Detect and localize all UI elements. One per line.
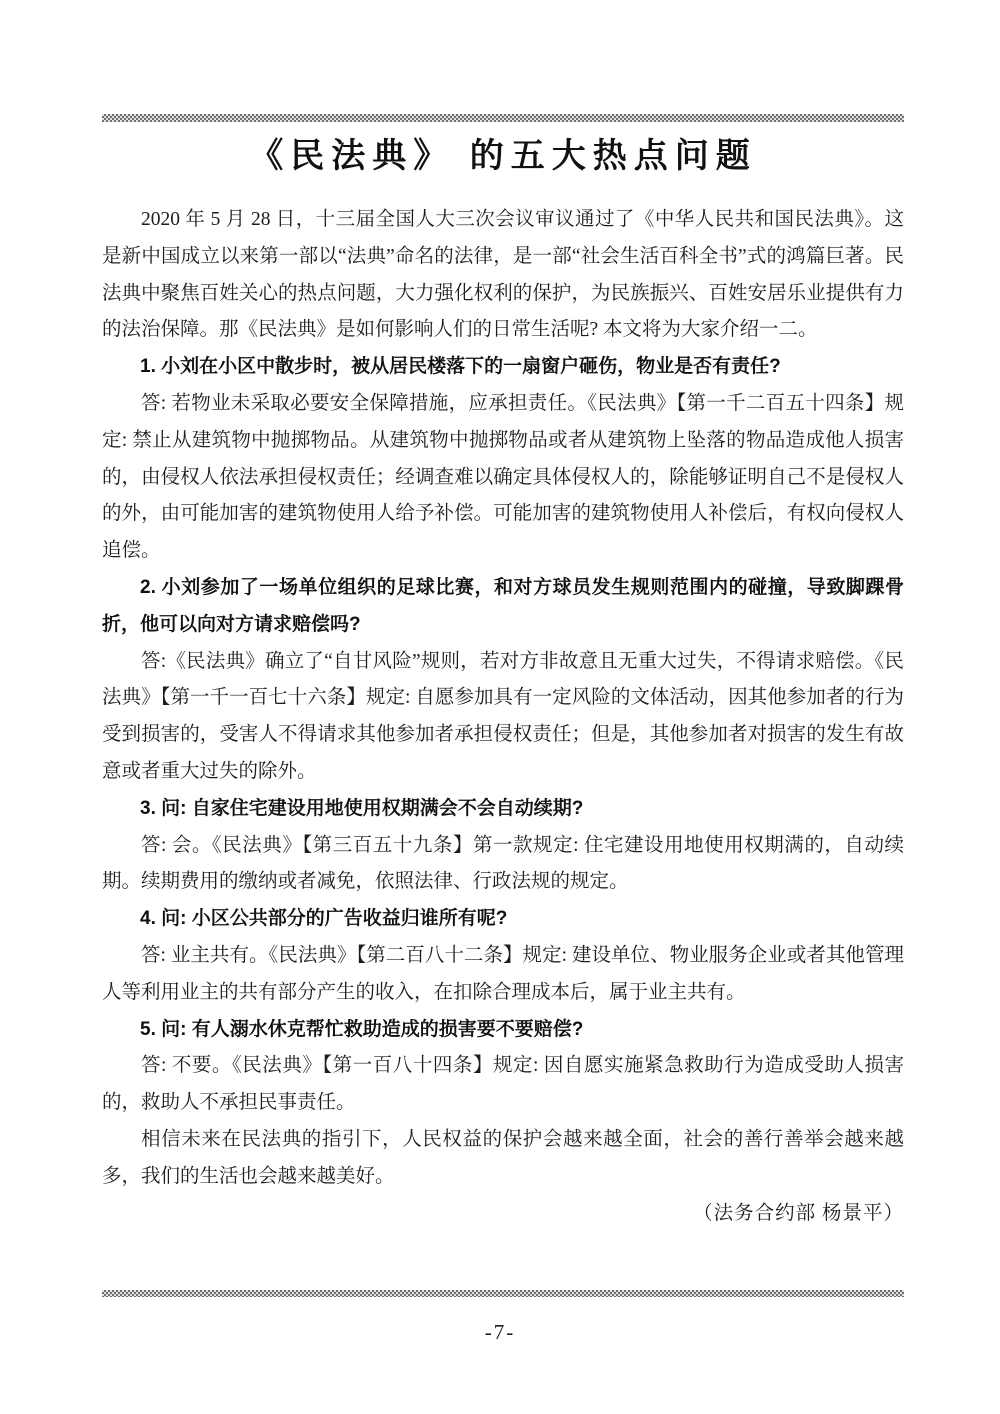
bottom-rule-divider <box>102 1290 904 1297</box>
question-1-heading: 1. 小刘在小区中散步时，被从居民楼落下的一扇窗户砸伤，物业是否有责任? <box>140 356 781 378</box>
question-3-heading: 3. 问: 自家住宅建设用地使用权期满会不会自动续期? <box>140 797 584 819</box>
answer-4-paragraph: 答: 业主共有。《民法典》【第二百八十二条】规定: 建设单位、物业服务企业或者其他管理人等利用业主的共有部分产生的收入，在扣除合理成本后，属于业主共有。 <box>102 944 904 1003</box>
page-number: -7- <box>484 1320 516 1344</box>
page-title: 《民法典》 的五大热点问题 <box>249 138 757 175</box>
answer-1-paragraph: 答: 若物业未采取必要安全保障措施，应承担责任。《民法典》【第一千二百五十四条】规定: 禁止从建筑物中抛掷物品。从建筑物中抛掷物品或者从建筑物上坠落的物品造成他人损害的，由侵权人依法承担侵权责任；经调查难以确定具体侵权人的，除能够证明自己不是侵权人的外，由可能加害的建筑物使用人给予补偿。可能加害的建筑物使用人补偿后，有权向侵权人追偿。 <box>102 392 904 562</box>
closing-paragraph: 相信未来在民法典的指引下，人民权益的保护会越来越全面，社会的善行善举会越来越多，我们的生活也会越来越美好。 <box>102 1128 904 1187</box>
answer-3-paragraph: 答: 会。《民法典》【第三百五十九条】第一款规定: 住宅建设用地使用权期满的，自动续期。续期费用的缴纳或者减免，依照法律、行政法规的规定。 <box>102 834 904 893</box>
question-2-heading: 2. 小刘参加了一场单位组织的足球比赛，和对方球员发生规则范围内的碰撞，导致脚踝骨折，他可以向对方请求赔偿吗? <box>102 576 904 635</box>
page-content <box>102 114 904 1232</box>
answer-2-paragraph: 答:《民法典》确立了“自甘风险”规则，若对方非故意且无重大过失，不得请求赔偿。《民法典》【第一千一百七十六条】规定: 自愿参加具有一定风险的文体活动，因其他参加者的行为受到损害的，受害人不得请求其他参加者承担侵权责任；但是，其他参加者对损害的发生有故意或者重大过失的除外。 <box>102 650 904 782</box>
intro-paragraph: 2020 年 5 月 28 日，十三届全国人大三次会议审议通过了《中华人民共和国民法典》。这是新中国成立以来第一部以“法典”命名的法律，是一部“社会生活百科全书”式的鸿篇巨著。民法典中聚焦百姓关心的热点问题，大力强化权利的保护，为民族振兴、百姓安居乐业提供有力的法治保障。那《民法典》是如何影响人们的日常生活呢? 本文将为大家介绍一二。 <box>102 209 904 341</box>
top-rule-divider <box>102 114 904 122</box>
question-4-heading: 4. 问: 小区公共部分的广告收益归谁所有呢? <box>140 908 508 930</box>
answer-5-paragraph: 答: 不要。《民法典》【第一百八十四条】规定: 因自愿实施紧急救助行为造成受助人损害的，救助人不承担民事责任。 <box>102 1055 904 1114</box>
signature-line: （法务合约部 杨景平） <box>693 1202 904 1224</box>
question-5-heading: 5. 问: 有人溺水休克帮忙救助造成的损害要不要赔偿? <box>140 1018 584 1040</box>
